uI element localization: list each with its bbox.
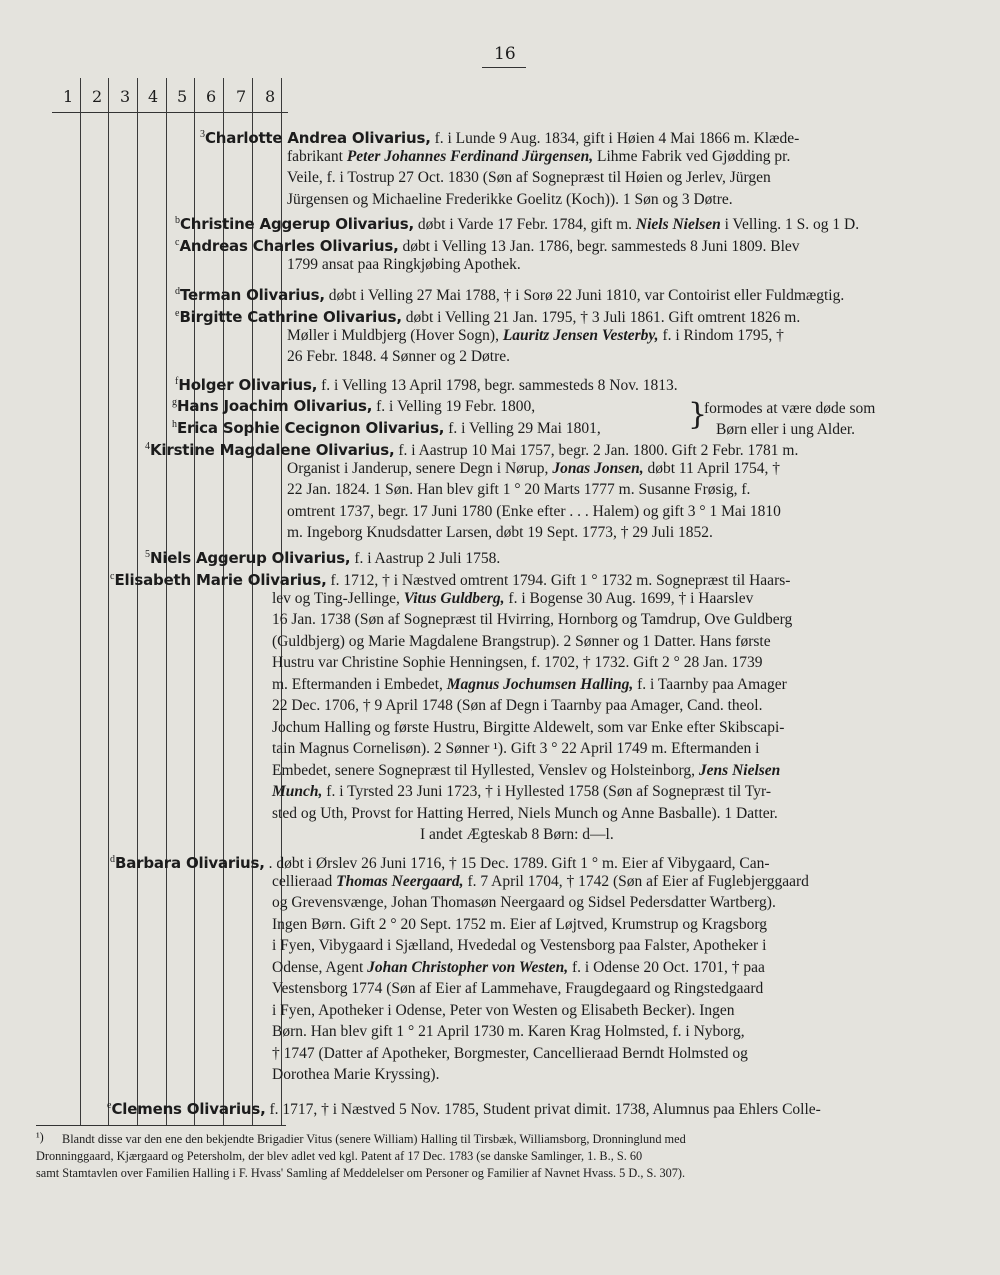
brace-note-line-2: Børn eller i ung Alder. [716, 421, 856, 438]
text-segment: f. 7 April 1704, † 1742 (Søn af Eier af Fuglebjerggaard [463, 872, 809, 890]
text-segment: fabrikant [287, 147, 347, 165]
text-segment: Vestensborg 1774 (Søn af Eier af Lammehave, Fraugdegaard og Ringstedgaard [272, 980, 764, 997]
spouse-name: Vitus Guldberg, [403, 589, 505, 607]
person-name: Niels Aggerup Olivarius, [150, 549, 351, 568]
text-line [175, 212, 859, 234]
text-segment: f. i Velling 13 April 1798, begr. sammesteds 8 Nov. 1813. [317, 377, 678, 395]
column-header-8: 8 [265, 87, 276, 106]
text-line [145, 438, 798, 460]
text-segment: døbt i Varde 17 Febr. 1784, gift m. [414, 216, 636, 234]
text-segment: 22 Jan. 1824. 1 Søn. Han blev gift 1 ° 20 Marts 1777 m. Susanne Frøsig, f. [287, 481, 751, 498]
spouse-name: Lauritz Jensen Vesterby, [502, 326, 659, 344]
text-segment: Odense, Agent [272, 958, 368, 976]
text-line [272, 654, 763, 672]
text-segment: m. Eftermanden i Embedet, [272, 675, 447, 693]
text-segment: døbt i Velling 27 Mai 1788, † i Sorø 22 Juni 1810, var Contoirist eller Fuldmægtig. [324, 287, 845, 305]
text-segment: cellieraad [272, 872, 337, 890]
text-segment: f. i Aastrup 2 Juli 1758. [350, 550, 501, 568]
text-segment: f. i Aastrup 10 Mai 1757, begr. 2 Jan. 1800. Gift 2 Febr. 1781 m. [394, 442, 799, 460]
text-segment: f. 1712, † i Næstved omtrent 1794. Gift 1 ° 1732 m. Sognepræst til Haars- [326, 572, 791, 590]
spouse-name: Jonas Jonsen, [552, 459, 644, 477]
footnote-marker: ¹) [36, 1130, 44, 1144]
text-segment: (Guldbjerg) og Marie Magdalene Brangstrup). 2 Sønner og 1 Datter. Hans første [272, 632, 771, 650]
text-segment: i Velling. 1 S. og 1 D. [720, 216, 860, 234]
entry-marker: 3 [200, 129, 205, 140]
text-segment: tain Magnus Cornelisøn). 2 Sønner ¹). Gift 3 ° 22 April 1749 m. Eftermanden i [272, 740, 760, 757]
text-line [287, 169, 771, 187]
text-line [287, 327, 784, 345]
text-line [272, 740, 759, 758]
column-header-1: 1 [63, 87, 74, 106]
person-name: Christine Aggerup Olivarius, [180, 215, 415, 234]
entry-marker: b [175, 215, 180, 226]
spouse-name: Magnus Jochumsen Halling, [446, 675, 634, 693]
text-segment: døbt i Velling 13 Jan. 1786, begr. sammesteds 8 Juni 1809. Blev [398, 238, 800, 256]
text-line [110, 851, 770, 873]
person-name: Andreas Charles Olivarius, [179, 237, 399, 256]
text-line [272, 1002, 735, 1020]
text-segment: 16 Jan. 1738 (Søn af Sognepræst til Hvirring, Hornborg og Tamdrup, Ove Guldberg [272, 611, 793, 628]
spouse-name: Jens Nielsen [698, 761, 781, 779]
text-line [272, 959, 765, 977]
text-line [175, 234, 800, 256]
text-line [272, 676, 787, 694]
text-segment: f. i Velling 19 Febr. 1800, [372, 398, 536, 416]
text-line [172, 394, 535, 416]
text-segment: I andet Ægteskab 8 Børn: d—l. [420, 826, 614, 843]
text-line [287, 256, 521, 274]
text-line [272, 611, 792, 629]
entry-marker: d [110, 854, 115, 865]
text-segment: f. i Velling 29 Mai 1801, [444, 420, 601, 438]
text-segment: f. i Lunde 9 Aug. 1834, gift i Høien 4 Mai 1866 m. Klæde- [430, 130, 800, 148]
person-name: Birgitte Cathrine Olivarius, [179, 308, 402, 327]
text-segment: m. Ingeborg Knudsdatter Larsen, døbt 19 Sept. 1773, † 29 Juli 1852. [287, 524, 713, 541]
text-segment: Veile, f. i Tostrup 27 Oct. 1830 (Søn af Sognepræst til Høien og Jerlev, Jürgen [287, 169, 771, 186]
text-segment: f. i Rindom 1795, † [658, 326, 784, 344]
entry-marker: e [107, 1100, 112, 1111]
text-line [272, 762, 780, 780]
person-name: Elisabeth Marie Olivarius, [114, 571, 327, 590]
entry-marker: c [175, 237, 180, 248]
spouse-name: Thomas Neergaard, [336, 872, 464, 890]
text-segment: f. i Bogense 30 Aug. 1699, † i Haarslev [504, 589, 754, 607]
page-number: 16 [494, 44, 516, 64]
text-segment: Børn. Han blev gift 1 ° 21 April 1730 m. Karen Krag Holmsted, f. i Nyborg, [272, 1023, 745, 1040]
text-line [272, 719, 784, 737]
text-segment: Jochum Halling og første Hustru, Birgitte Aldewelt, som var Enke efter Skibscapi- [272, 718, 785, 736]
brace-mark: } [688, 397, 708, 432]
text-segment: Jürgensen og Michaeline Frederikke Goelitz (Koch)). 1 Søn og 3 Døtre. [287, 190, 733, 208]
text-segment: f. i Taarnby paa Amager [633, 675, 787, 693]
entry-marker: 5 [145, 549, 150, 560]
text-line [287, 191, 733, 209]
footnote-line: Dronninggaard, Kjærgaard og Petersholm, der blev adlet ved kgl. Patent af 17 Dec. 1783 (se danske Samlinger, 1. B., S. 60 [36, 1149, 643, 1163]
text-segment: Dorothea Marie Kryssing). [272, 1066, 440, 1083]
text-segment: sted og Uth, Provst for Hatting Herred, Niels Munch og Anne Basballe). 1 Datter. [272, 804, 778, 822]
text-segment: Ingen Børn. Gift 2 ° 20 Sept. 1752 m. Eier af Løjtved, Krumstrup og Kragsborg [272, 915, 767, 933]
text-segment: f. i Tyrsted 23 Juni 1723, † i Hyllested 1758 (Søn af Sognepræst til Tyr- [322, 783, 771, 800]
text-line [287, 503, 781, 521]
text-line [272, 980, 763, 998]
text-line [287, 148, 790, 166]
text-segment: Lihme Fabrik ved Gjødding pr. [593, 147, 791, 165]
entry-marker: f [175, 376, 179, 387]
text-line [420, 826, 614, 844]
entry-marker: e [175, 308, 180, 319]
footnote-line: Blandt disse var den ene den bekjendte Brigadier Vitus (senere William) Halling til Tirsbæk, Williamsborg, Dronninglund med [62, 1132, 686, 1146]
column-line [80, 78, 81, 1125]
column-line [137, 78, 138, 1125]
column-header-7: 7 [236, 87, 247, 106]
spouse-name: Peter Johannes Ferdinand Jürgensen, [346, 147, 594, 165]
entry-marker: g [172, 397, 177, 408]
person-name: Clemens Olivarius, [111, 1100, 266, 1119]
text-segment: 26 Febr. 1848. 4 Sønner og 2 Døtre. [287, 348, 511, 365]
text-line [272, 1045, 748, 1063]
person-name: Holger Olivarius, [178, 376, 318, 395]
column-header-2: 2 [92, 87, 103, 106]
text-line [110, 568, 790, 590]
text-line [272, 1023, 745, 1041]
text-line [107, 1097, 821, 1119]
footnote-rule [36, 1125, 286, 1126]
text-line [272, 590, 753, 608]
person-name: Kirstine Magdalene Olivarius, [150, 441, 395, 460]
page-number-rule [482, 67, 526, 68]
column-header-3: 3 [120, 87, 131, 106]
text-line [287, 348, 510, 366]
text-line [175, 373, 678, 395]
text-line [172, 416, 601, 438]
column-header-4: 4 [148, 87, 159, 106]
text-line [272, 873, 809, 891]
text-segment: Møller i Muldbjerg (Hover Sogn), [287, 326, 503, 344]
text-segment: Organist i Janderup, senere Degn i Nørup, [287, 459, 553, 477]
column-line [166, 78, 167, 1125]
text-segment: lev og Ting-Jellinge, [272, 589, 404, 607]
text-segment: f. 1717, † i Næstved 5 Nov. 1785, Student privat dimit. 1738, Alumnus paa Ehlers Colle- [265, 1101, 821, 1119]
text-line [287, 481, 750, 499]
person-name: Erica Sophie Cecignon Olivarius, [177, 419, 445, 438]
text-segment: døbt 11 April 1754, † [643, 459, 780, 477]
text-line [272, 937, 766, 955]
spouse-name: Johan Christopher von Westen, [367, 958, 569, 976]
footnote-line: samt Stamtavlen over Familien Halling i F. Hvass' Samling af Meddelelser om Personer og Familier af Navnet Hvass. 5 D., S. 307). [36, 1166, 686, 1180]
text-line [272, 894, 776, 912]
text-segment: og Grevensvænge, Johan Thomasøn Neergaard og Sidsel Pedersdatter Wartberg). [272, 894, 776, 911]
text-line [287, 524, 713, 542]
text-segment: døbt i Velling 21 Jan. 1795, † 3 Juli 1861. Gift omtrent 1826 m. [401, 309, 801, 327]
column-line [107, 78, 112, 1125]
text-line [175, 305, 800, 327]
text-line [272, 1066, 439, 1084]
text-line [175, 283, 844, 305]
person-name: Terman Olivarius, [180, 286, 325, 305]
entry-marker: 4 [145, 441, 150, 452]
text-line [287, 460, 780, 478]
text-segment: i Fyen, Apotheker i Odense, Peter von Westen og Elisabeth Becker). Ingen [272, 1001, 735, 1019]
text-segment: 1799 ansat paa Ringkjøbing Apothek. [287, 255, 521, 273]
text-line [272, 783, 771, 801]
text-line [145, 546, 500, 568]
text-line [272, 916, 767, 934]
text-segment: † 1747 (Datter af Apotheker, Borgmester, Cancellieraad Berndt Holmsted og [272, 1044, 748, 1062]
text-segment: Embedet, senere Sognepræst til Hyllested, Venslev og Holsteinborg, [272, 761, 699, 779]
text-segment: i Fyen, Vibygaard i Sjælland, Hvededal og Vestensborg paa Falster, Apotheker i [272, 937, 767, 954]
spouse-name: Niels Nielsen [635, 216, 721, 234]
text-line [200, 126, 799, 148]
text-line [272, 805, 778, 823]
person-name: Hans Joachim Olivarius, [177, 397, 373, 416]
text-line [272, 697, 762, 715]
person-name: Charlotte Andrea Olivarius, [205, 129, 431, 148]
text-segment: . døbt i Ørslev 26 Juni 1716, † 15 Dec. 1789. Gift 1 ° m. Eier af Vibygaard, Can- [264, 855, 770, 873]
text-segment: 22 Dec. 1706, † 9 April 1748 (Søn af Degn i Taarnby paa Amager, Cand. theol. [272, 697, 763, 714]
text-segment: Hustru var Christine Sophie Henningsen, f. 1702, † 1732. Gift 2 ° 28 Jan. 1739 [272, 654, 763, 671]
text-line [272, 633, 771, 651]
brace-note-line-1: formodes at være døde som [704, 400, 876, 417]
entry-marker: c [110, 571, 115, 582]
column-header-6: 6 [206, 87, 217, 106]
entry-marker: d [175, 286, 180, 297]
spouse-name: Munch, [272, 783, 323, 800]
text-segment: omtrent 1737, begr. 17 Juni 1780 (Enke efter . . . Halem) og gift 3 ° 1 Mai 1810 [287, 502, 781, 520]
column-header-5: 5 [177, 87, 188, 106]
person-name: Barbara Olivarius, [115, 854, 265, 873]
entry-marker: h [172, 419, 177, 430]
text-segment: f. i Odense 20 Oct. 1701, † paa [568, 958, 765, 976]
